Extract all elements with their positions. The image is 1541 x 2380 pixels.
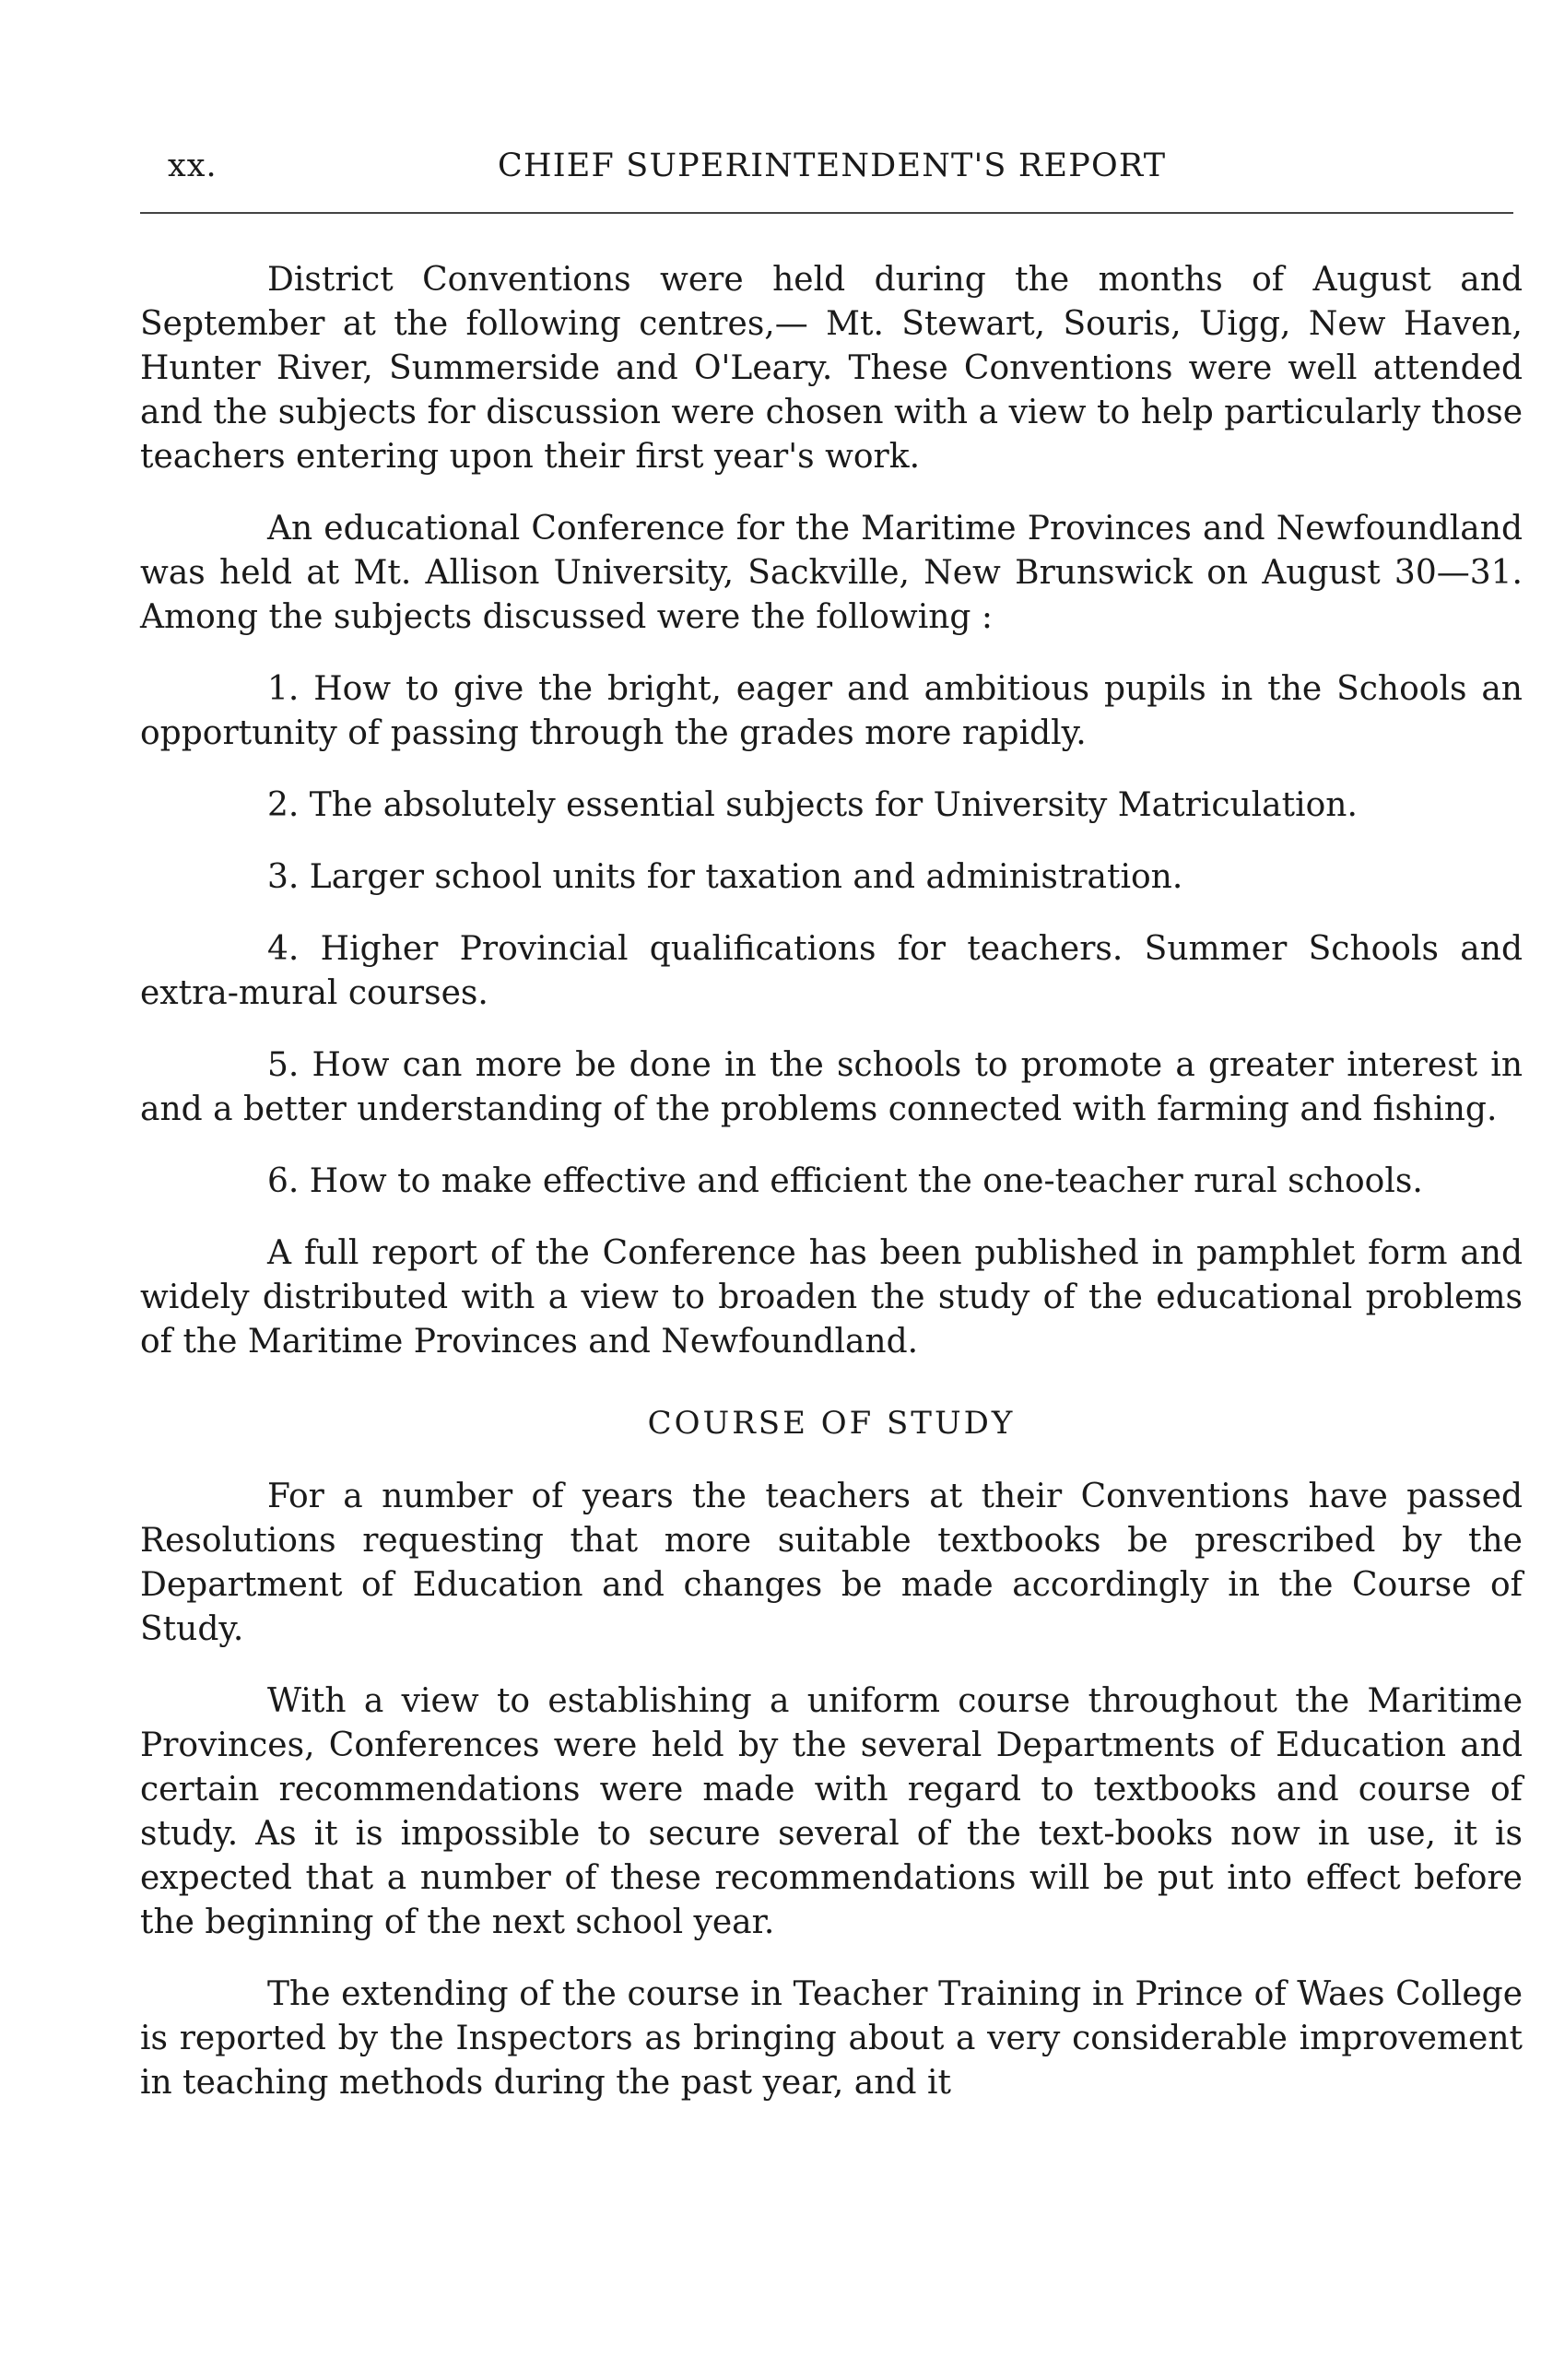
paragraph-uniform-course: With a view to establishing a uniform course throughout the Maritime Provinces, Conferences were held by the several Departments of Education and certain recommendations were made with regard to textbooks and course of study. As it is impossible to secure several of the text-books now in use, it is expected that a number of these recommendations will be put into effect before the beginning of the next school year. <box>140 1682 1523 1941</box>
page-number: xx. <box>168 147 218 184</box>
page-header <box>140 147 1523 203</box>
list-item: 6. How to make effective and efficient the one-teacher rural schools. <box>267 1162 1423 1200</box>
paragraph-district-conventions: District Conventions were held during the months of August and September at the following centres,— Mt. Stewart, Souris, Uigg, New Haven, Hunter River, Summerside and O'Leary. These Conventions were well attended and the subjects for discussion were chosen with a view to help particularly those teachers entering upon their first year's work. <box>140 261 1523 476</box>
document-page <box>140 147 1523 2323</box>
paragraph-educational-conference: An educational Conference for the Maritime Provinces and Newfoundland was held at Mt. Allison University, Sackville, New Brunswick on August 30—31. Among the subjects discussed were the following : <box>140 510 1523 636</box>
list-item: 4. Higher Provincial qualifications for teachers. Summer Schools and extra-mural courses. <box>140 930 1523 1012</box>
page-body <box>140 258 1523 2133</box>
section-heading: COURSE OF STUDY <box>647 1405 1016 1442</box>
list-item: 1. How to give the bright, eager and ambitious pupils in the Schools an opportunity of passing through the grades more rapidly. <box>140 670 1523 752</box>
running-head: CHIEF SUPERINTENDENT'S REPORT <box>498 147 1167 184</box>
paragraph-conference-report: A full report of the Conference has been published in pamphlet form and widely distributed with a view to broaden the study of the educational problems of the Maritime Provinces and Newfoundland. <box>140 1234 1523 1361</box>
list-item: 2. The absolutely essential subjects for University Matriculation. <box>267 786 1358 824</box>
paragraph-textbooks: For a number of years the teachers at their Conventions have passed Resolutions requesting that more suitable textbooks be prescribed by the Department of Education and changes be made accordingly in the Course of Study. <box>140 1478 1523 1648</box>
list-item: 3. Larger school units for taxation and administration. <box>267 858 1183 896</box>
list-item: 5. How can more be done in the schools to promote a greater interest in and a better understanding of the problems connected with farming and fishing. <box>140 1046 1523 1128</box>
paragraph-teacher-training: The extending of the course in Teacher Training in Prince of Waes College is reported by the Inspectors as bringing about a very considerable improvement in teaching methods during the past year, and it <box>140 1975 1523 2102</box>
header-rule <box>140 212 1513 214</box>
